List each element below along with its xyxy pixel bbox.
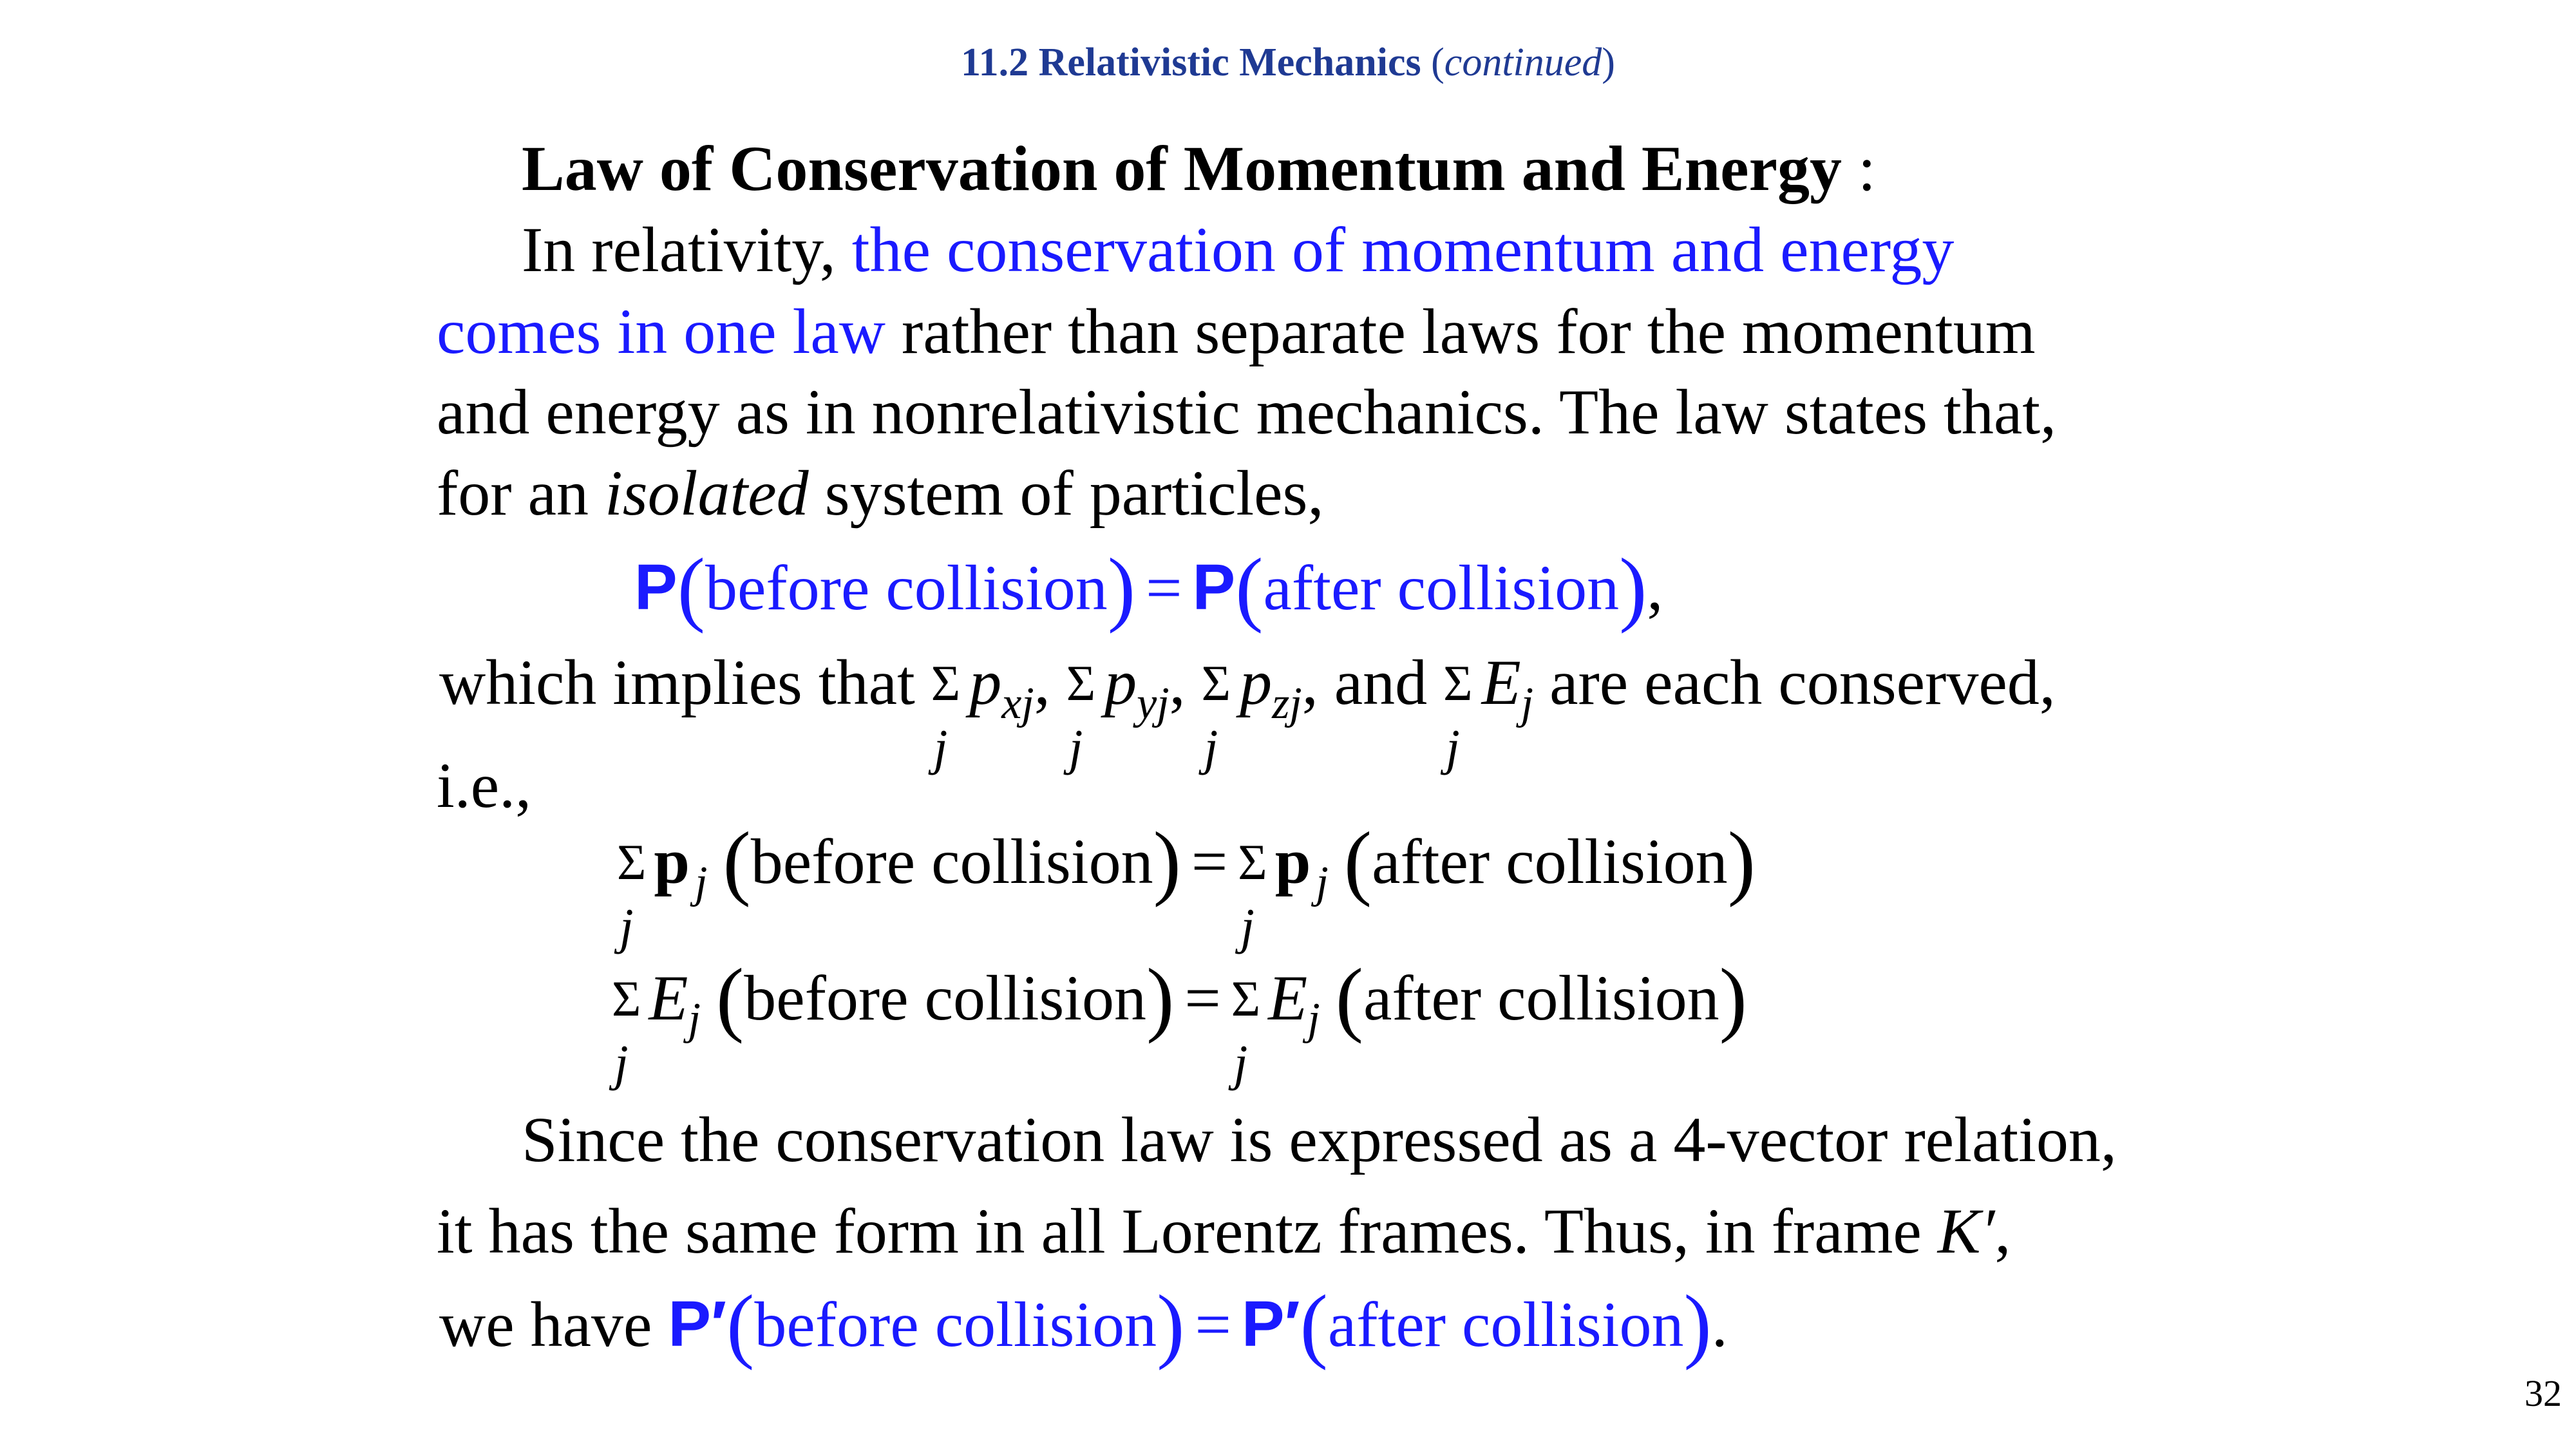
- sum-index: j: [1204, 719, 1218, 775]
- equation-momentum-sum: [617, 815, 1756, 954]
- eq4-before: before collision: [754, 1289, 1157, 1360]
- p-symbol: p: [1104, 647, 1137, 718]
- sub-xj: xj: [1001, 679, 1034, 728]
- equation-momentum-4vector: [634, 542, 1663, 634]
- sigma-icon: Σ: [1238, 834, 1267, 890]
- sum-index: j: [1446, 719, 1460, 775]
- para1-text-4a: for an: [437, 457, 605, 529]
- E-symbol: E: [1268, 962, 1308, 1034]
- para2-line2: [437, 1195, 2011, 1267]
- implies-text-end: are each conserved,: [1533, 647, 2056, 718]
- sep: ,: [1034, 647, 1066, 718]
- E-symbol: E: [649, 962, 688, 1034]
- eq2-sum-right: [1238, 829, 1267, 954]
- eq1-after: after collision: [1263, 552, 1620, 623]
- slide-header: [0, 40, 2576, 86]
- eq2-after: after collision: [1372, 826, 1728, 897]
- sum-index: j: [1233, 1035, 1248, 1091]
- E-symbol: E: [1481, 647, 1521, 718]
- para1-text-4c: system of particles,: [808, 457, 1324, 529]
- sub-j: j: [688, 994, 701, 1044]
- para1-line2: [437, 296, 2036, 367]
- eq3-sum-right: [1231, 966, 1261, 1091]
- eq1-lparen-2: (: [1235, 542, 1264, 634]
- p-vector: p: [654, 826, 690, 897]
- sub-j: j: [1307, 994, 1320, 1044]
- law-title: Law of Conservation of Momentum and Energy: [522, 133, 1842, 204]
- eq2-sum-left: [617, 829, 647, 954]
- eq3-before: before collision: [744, 962, 1147, 1034]
- isolated-word: isolated: [605, 457, 809, 529]
- eq1-rparen: ): [1107, 542, 1136, 634]
- equation-energy-sum: [612, 952, 1747, 1091]
- eq3-lparen-2: (: [1335, 952, 1364, 1045]
- sum-px: [931, 650, 961, 775]
- and-word: , and: [1302, 647, 1444, 718]
- eq3-equals: =: [1184, 962, 1221, 1034]
- we-have-text: we have: [439, 1289, 668, 1360]
- law-colon: :: [1841, 133, 1876, 204]
- equation-momentum-4vector-prime: [668, 1278, 1712, 1371]
- eq1-comma: ,: [1647, 552, 1663, 623]
- eq2-lparen: (: [723, 815, 751, 908]
- para1-line3: and energy as in nonrelativistic mechanics. The law states that,: [437, 376, 2056, 448]
- sigma-icon: Σ: [1443, 655, 1473, 711]
- para1-line4: [437, 457, 1324, 529]
- eq4-rparen: ): [1157, 1278, 1185, 1371]
- sum-pz: [1201, 650, 1231, 775]
- para1-text: In relativity,: [522, 214, 852, 285]
- sigma-icon: Σ: [931, 655, 961, 711]
- law-heading: [522, 133, 1876, 204]
- sub-yj: yj: [1137, 679, 1170, 728]
- header-note: continued: [1444, 41, 1602, 84]
- sigma-icon: Σ: [612, 971, 641, 1027]
- eq1-before: before collision: [705, 552, 1108, 623]
- sum-py: [1066, 650, 1096, 775]
- sum-index: j: [620, 898, 634, 954]
- para2-line1: Since the conservation law is expressed as a 4-vector relation,: [522, 1104, 2117, 1175]
- sigma-icon: Σ: [1201, 655, 1231, 711]
- sigma-icon: Σ: [617, 834, 647, 890]
- frame-K-prime: K′: [1937, 1195, 1995, 1267]
- eq3-lparen: (: [715, 952, 744, 1045]
- sum-index: j: [614, 1035, 629, 1091]
- eq2-lparen-2: (: [1343, 815, 1372, 908]
- eq2-rparen: ): [1153, 815, 1181, 908]
- sep: ,: [1169, 647, 1202, 718]
- eq1-equals: =: [1146, 552, 1182, 623]
- p-vector: p: [1274, 826, 1311, 897]
- para2-text: it has the same form in all Lorentz frames. Thus, in frame: [437, 1195, 1938, 1267]
- eq3-rparen-2: ): [1719, 952, 1747, 1045]
- eq2-rparen-2: ): [1727, 815, 1756, 908]
- eq1-P-left: P: [634, 551, 677, 623]
- header-close-paren: ): [1602, 41, 1615, 84]
- eq1-P-right: P: [1192, 551, 1236, 623]
- header-open-paren: (: [1421, 41, 1444, 84]
- Pprime-left: P′: [668, 1288, 727, 1360]
- eq2-before: before collision: [750, 826, 1153, 897]
- eq3-rparen: ): [1146, 952, 1175, 1045]
- eq4-after: after collision: [1327, 1289, 1684, 1360]
- implies-line: [439, 647, 2056, 775]
- sigma-icon: Σ: [1231, 971, 1261, 1027]
- eq3-after: after collision: [1363, 962, 1719, 1034]
- eq4-rparen-2: ): [1683, 1278, 1712, 1371]
- eq4-equals: =: [1195, 1289, 1231, 1360]
- ie-text: i.e.,: [437, 750, 532, 821]
- para1-text-2: rather than separate laws for the momentum: [886, 296, 2036, 367]
- eq1-rparen-2: ): [1619, 542, 1647, 634]
- implies-text: which implies that: [439, 647, 931, 718]
- Pprime-right: P′: [1241, 1288, 1300, 1360]
- eq4-lparen-2: (: [1300, 1278, 1328, 1371]
- sum-index: j: [1240, 898, 1255, 954]
- p-symbol: p: [969, 647, 1002, 718]
- eq4-period: .: [1711, 1289, 1728, 1360]
- page-number: 32: [2524, 1372, 2562, 1414]
- para2-line3: [439, 1278, 1728, 1371]
- sigma-icon: Σ: [1066, 655, 1096, 711]
- eq1-lparen: (: [677, 542, 705, 634]
- sum-index: j: [1068, 719, 1083, 775]
- p-symbol: p: [1240, 647, 1273, 718]
- sub-zj: zj: [1272, 679, 1302, 728]
- eq4-lparen: (: [726, 1278, 755, 1371]
- section-title: 11.2 Relativistic Mechanics: [961, 41, 1421, 84]
- para2-comma: ,: [1994, 1195, 2011, 1267]
- para1-highlight-2: comes in one law: [437, 296, 886, 367]
- sub-j: j: [695, 858, 708, 907]
- para1-line1: [522, 214, 1955, 285]
- para1-highlight: the conservation of momentum and energy: [851, 214, 1955, 285]
- sum-E: [1443, 650, 1473, 775]
- eq3-sum-left: [612, 966, 641, 1091]
- sum-index: j: [933, 719, 948, 775]
- sub-j: j: [1520, 679, 1534, 728]
- sub-j: j: [1316, 858, 1329, 907]
- eq2-equals: =: [1191, 826, 1228, 897]
